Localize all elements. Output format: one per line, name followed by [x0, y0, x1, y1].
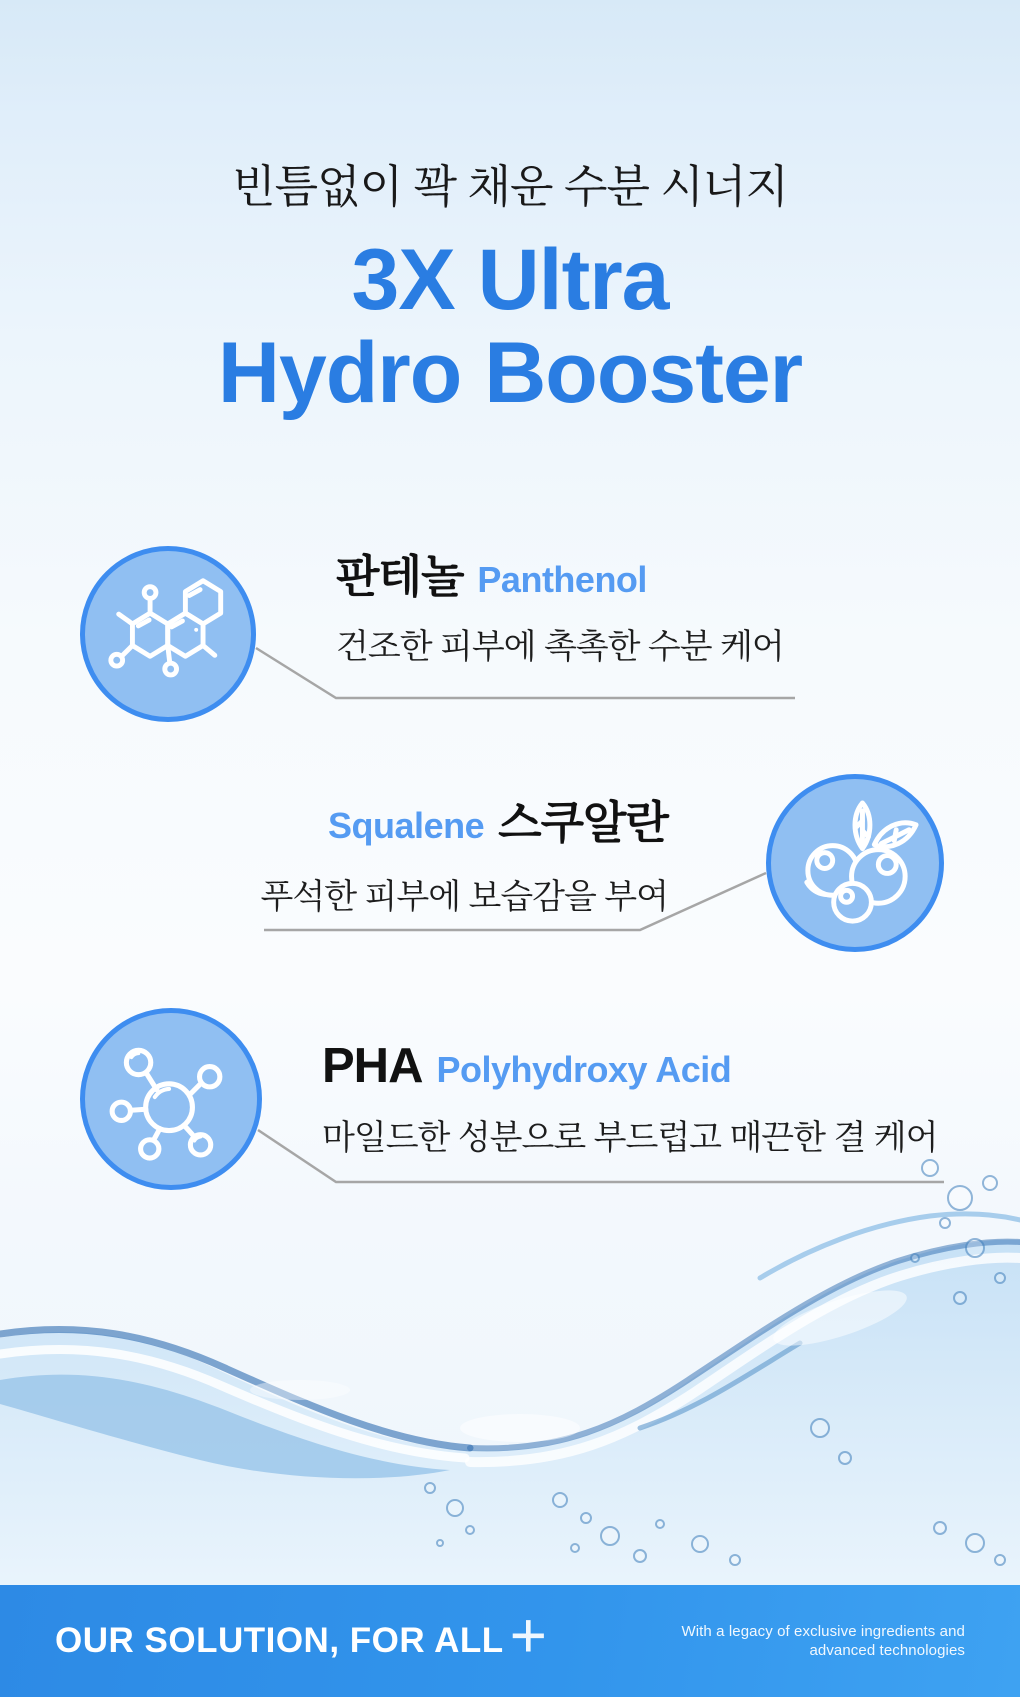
plus-icon: +: [509, 1599, 547, 1671]
ingredient-name-en: Panthenol: [477, 559, 647, 600]
squalene-badge: [766, 774, 944, 952]
ingredient-name-ko: 판테놀: [336, 551, 464, 602]
ingredient-name-en-abbr: PHA: [322, 1039, 423, 1093]
footer-slogan: OUR SOLUTION, FOR ALL: [55, 1621, 504, 1660]
ingredient-name-row: [322, 1038, 937, 1094]
panthenol-badge: [80, 546, 256, 722]
pha-badge: [80, 1008, 262, 1190]
ingredient-name-row: [261, 786, 668, 851]
ingredient-name-en: Squalene: [328, 805, 485, 846]
ingredient-squalene: [261, 786, 668, 918]
ingredient-panthenol: [336, 540, 784, 668]
water-photo: [0, 1128, 1020, 1585]
ingredient-name-row: [336, 540, 784, 605]
molecule-icon: [103, 569, 232, 698]
ingredient-description: 마일드한 성분으로 부드럽고 매끈한 결 케어: [322, 1119, 938, 1157]
footer-tagline: [681, 1622, 1020, 1660]
title-line-1: 3X Ultra: [351, 232, 669, 328]
title-line-2: Hydro Booster: [217, 325, 803, 421]
page-title: [0, 234, 1020, 420]
subtitle: 빈틈없이 꽉 채운 수분 시너지: [232, 161, 788, 212]
berries-icon: [789, 797, 920, 928]
ingredient-description: 푸석한 피부에 보습감을 부여: [260, 878, 668, 916]
footer-tagline-line2: advanced technologies: [809, 1642, 965, 1659]
ingredient-description: 건조한 피부에 촉촉한 수분 케어: [336, 628, 784, 666]
molecule-network-icon: [104, 1032, 238, 1166]
ingredient-name-ko: 스쿠알란: [498, 797, 668, 848]
footer-slogan-wrap: [0, 1585, 547, 1697]
ingredient-pha: [322, 1038, 937, 1159]
footer-tagline-line1: With a legacy of exclusive ingredients and: [681, 1623, 965, 1640]
ingredient-name-en: Polyhydroxy Acid: [436, 1049, 732, 1090]
footer-bar: [0, 1585, 1020, 1697]
